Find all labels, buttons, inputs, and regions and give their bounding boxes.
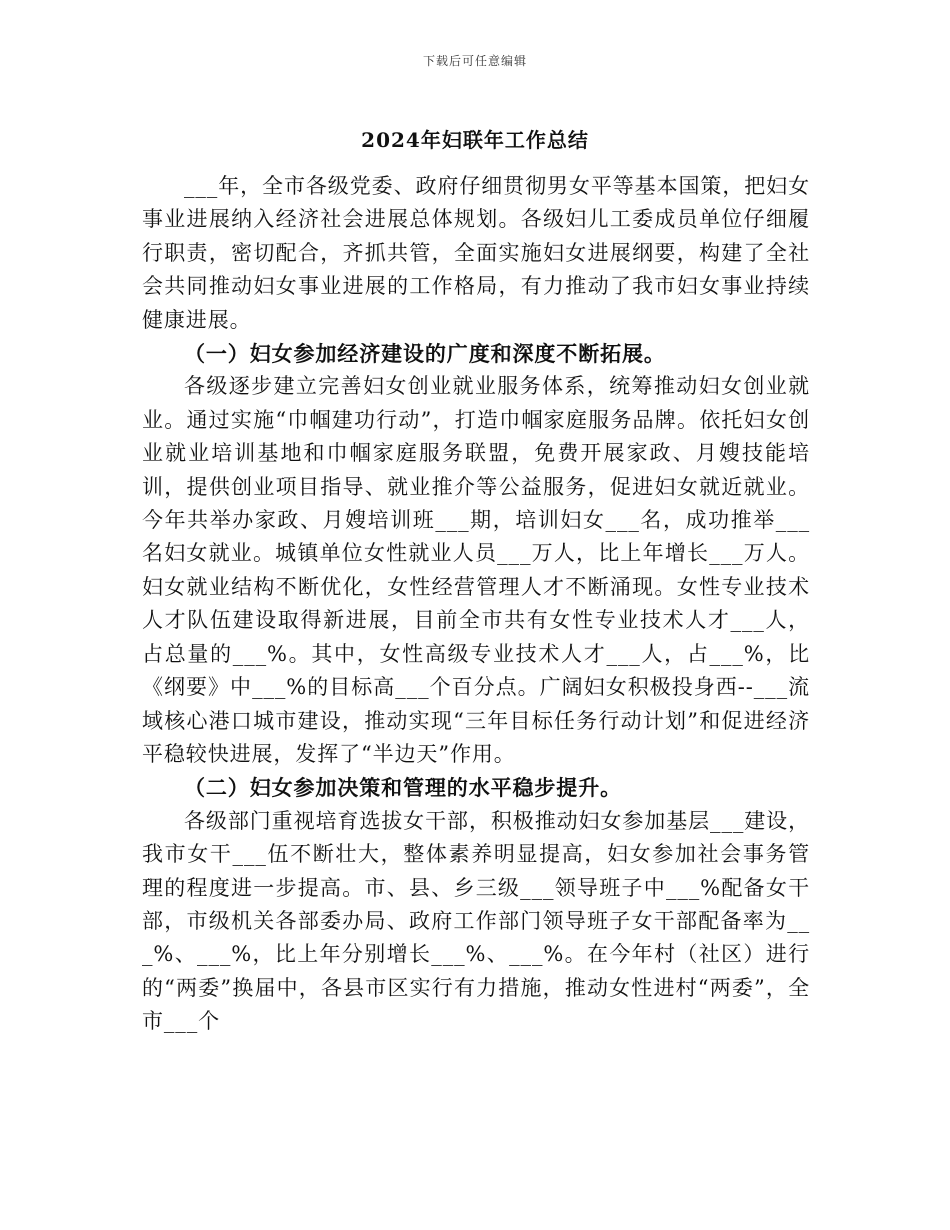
section-heading-1: （一）妇女参加经济建设的广度和深度不断拓展。 — [184, 341, 666, 367]
page-header-note: 下载后可任意编辑 — [422, 54, 527, 68]
section-1-paragraph: 各级逐步建立完善妇女创业就业服务体系，统筹推动妇女创业就业。通过实施“巾帼建功行动”，打造巾帼家庭服务品牌。依托妇女创业就业培训基地和巾帼家庭服务联盟，免费开展家政、月嫂技能培训，提供创业项目指导、就业推介等公益服务，促进妇女就近就业。今年共举办家政、月嫂培训班___期，培训妇女___名，成功推举___名妇女就业。城镇单位女性就业人员___万人，比上年增长___万人。妇女就业结构不断优化，女性经营管理人才不断涌现。女性专业技术人才队伍建设取得新进展，目前全市共有女性专业技术人才___人，占总量的___%。其中，女性高级专业技术人才___人，占___%，比《纲要》中___%的目标高___个百分点。广阔妇女积极投身西--___流域核心港口城市建设，推动实现“三年目标任务行动计划”和促进经济平稳较快进展，发挥了“半边天”作用。 — [142, 374, 810, 766]
document-body — [142, 170, 810, 1039]
document-title: 2024年妇联年工作总结 — [361, 128, 589, 152]
section-2-paragraph: 各级部门重视培育选拔女干部，积极推动妇女参加基层___建设，我市女干___伍不断壮大，整体素养明显提高，妇女参加社会事务管理的程度进一步提高。市、县、乡三级___领导班子中___%配备女干部，市级机关各部委办局、政府工作部门领导班子女干部配备率为___%、___%，比上年分别增长___%、___%。在今年村（社区）进行的“两委”换届中，各县市区实行有力措施，推动女性进村“两委”，全市___个 — [142, 808, 810, 1034]
section-heading-2: （二）妇女参加决策和管理的水平稳步提升。 — [184, 775, 622, 801]
intro-paragraph: ___年，全市各级党委、政府仔细贯彻男女平等基本国策，把妇女事业进展纳入经济社会进展总体规划。各级妇儿工委成员单位仔细履行职责，密切配合，齐抓共管，全面实施妇女进展纲要，构建了全社会共同推动妇女事业进展的工作格局，有力推动了我市妇女事业持续健康进展。 — [142, 174, 810, 332]
